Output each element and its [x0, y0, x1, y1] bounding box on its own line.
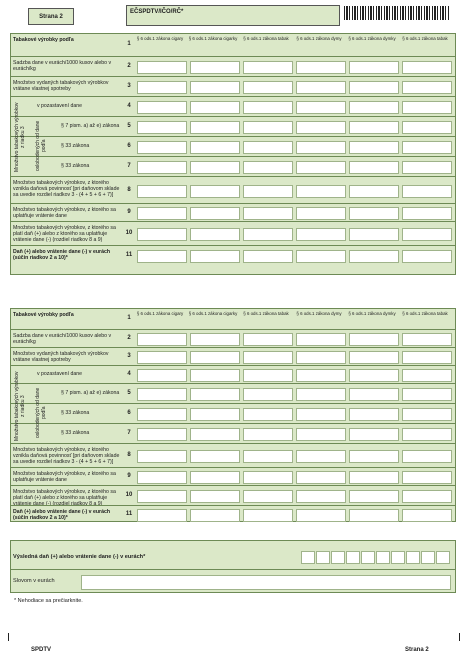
row-label: Množstvo vydaných tabakových výrobkov vrátane vlastnej spotreby — [13, 80, 109, 92]
digit-cell[interactable] — [346, 551, 360, 564]
value-cell[interactable] — [243, 228, 293, 241]
value-cell[interactable] — [402, 81, 452, 94]
value-cell[interactable] — [349, 490, 399, 503]
value-cell[interactable] — [243, 450, 293, 463]
s2-row-1 — [11, 309, 455, 329]
row-label: Sadzba dane v eurách/1000 kusov alebo v eurách/kg — [13, 333, 112, 345]
value-cell[interactable] — [243, 490, 293, 503]
value-cell[interactable] — [137, 388, 187, 401]
row-label: Tabakové výrobky podľa — [13, 37, 74, 43]
total-label: Výsledná daň (+) alebo vrátenie dane (-) v eurách* — [13, 554, 146, 560]
value-cell[interactable] — [137, 250, 187, 263]
value-cell[interactable] — [296, 207, 346, 220]
row-label: Množstvo tabakových výrobkov, z ktorého vznikla daňová povinnosť [pri daňovom sklade sa uvedie rozdiel riadkov 3 - (4 + 5 + 6 + 7)] — [13, 447, 120, 465]
value-cell[interactable] — [402, 141, 452, 154]
row-label: Daň (+) alebo vrátenie dane (-) v eurách (súčin riadkov 2 a 10)* — [13, 249, 111, 261]
value-cell[interactable] — [190, 408, 240, 421]
value-cell[interactable] — [349, 81, 399, 94]
value-cell[interactable] — [296, 61, 346, 74]
value-cell[interactable] — [296, 450, 346, 463]
row-label: Množstvo tabakových výrobkov, z ktorého vznikla daňová povinnosť [pri daňovom sklade sa uvedie rozdiel riadkov 3 - (4 + 5 + 6 + 7)] — [13, 180, 120, 198]
value-cell[interactable] — [349, 61, 399, 74]
digit-cell[interactable] — [301, 551, 315, 564]
value-cell[interactable] — [190, 333, 240, 346]
s2-row-11 — [11, 505, 455, 523]
row-label: § 7 pism. a) až e) zákona — [61, 390, 120, 396]
value-cell[interactable] — [243, 509, 293, 522]
vertical-group-label: Množstvo tabakových výrobkov z riadku 3 — [14, 102, 26, 172]
value-cell[interactable] — [349, 161, 399, 174]
value-cell[interactable] — [402, 408, 452, 421]
value-cell[interactable] — [137, 428, 187, 441]
row-label: v pozastavení dane — [37, 371, 82, 377]
value-cell[interactable] — [243, 408, 293, 421]
value-cell[interactable] — [402, 450, 452, 463]
s2-row-2 — [11, 329, 455, 348]
value-cell[interactable] — [137, 369, 187, 382]
s1-row-3 — [11, 76, 455, 97]
value-cell[interactable] — [349, 101, 399, 114]
value-cell[interactable] — [190, 81, 240, 94]
value-cell[interactable] — [402, 333, 452, 346]
s1-row-6 — [11, 136, 455, 157]
value-cell[interactable] — [349, 207, 399, 220]
value-cell[interactable] — [349, 250, 399, 263]
value-cell[interactable] — [296, 509, 346, 522]
row-number: 3 — [127, 353, 131, 359]
value-cell[interactable] — [349, 428, 399, 441]
value-cell[interactable] — [296, 428, 346, 441]
value-cell[interactable] — [349, 408, 399, 421]
value-cell[interactable] — [243, 61, 293, 74]
value-cell[interactable] — [349, 351, 399, 364]
row-number: 3 — [127, 83, 131, 89]
summary-section — [10, 540, 456, 593]
row-number: 11 — [125, 510, 133, 517]
s1-row-9 — [11, 203, 455, 222]
value-cell[interactable] — [190, 250, 240, 263]
value-cell[interactable] — [137, 141, 187, 154]
value-cell[interactable] — [190, 121, 240, 134]
value-cell[interactable] — [402, 369, 452, 382]
value-cell[interactable] — [137, 101, 187, 114]
value-cell[interactable] — [296, 408, 346, 421]
crop-mark — [8, 633, 17, 641]
digit-cell[interactable] — [421, 551, 435, 564]
digit-cell[interactable] — [391, 551, 405, 564]
value-cell[interactable] — [243, 101, 293, 114]
value-cell[interactable] — [190, 388, 240, 401]
column-header: § 6 ods.1 zákona dymy — [296, 311, 342, 316]
value-cell[interactable] — [137, 207, 187, 220]
row-number: 4 — [127, 371, 131, 377]
digit-cell[interactable] — [316, 551, 330, 564]
value-cell[interactable] — [243, 250, 293, 263]
value-cell[interactable] — [296, 369, 346, 382]
value-cell[interactable] — [243, 207, 293, 220]
page-label: Strana 2 — [28, 8, 74, 25]
value-cell[interactable] — [349, 141, 399, 154]
s2-row-9 — [11, 467, 455, 486]
column-header: § 6 ods.1 zákona tabak — [402, 311, 448, 316]
value-cell[interactable] — [243, 471, 293, 484]
value-cell[interactable] — [190, 101, 240, 114]
value-cell[interactable] — [296, 490, 346, 503]
section-1 — [10, 33, 456, 275]
value-cell[interactable] — [137, 351, 187, 364]
row-label: Daň (+) alebo vrátenie dane (-) v eurách (súčin riadkov 2 a 10)* — [13, 509, 111, 521]
value-cell[interactable] — [402, 471, 452, 484]
value-cell[interactable] — [402, 207, 452, 220]
s2-row-8 — [11, 443, 455, 468]
s1-row-2 — [11, 56, 455, 77]
value-cell[interactable] — [137, 408, 187, 421]
column-header: § 6 ods.1 zákona tabak — [243, 36, 289, 41]
value-cell[interactable] — [402, 490, 452, 503]
value-cell[interactable] — [402, 428, 452, 441]
column-header: § 6 ods.1 zákona tabak — [243, 311, 289, 316]
value-cell[interactable] — [402, 250, 452, 263]
row-number: 6 — [127, 143, 131, 149]
value-cell[interactable] — [137, 471, 187, 484]
s2-row-7 — [11, 423, 455, 444]
column-header: § 6 ods.1 zákona cigary — [136, 36, 184, 41]
row-label: Množstvo vydaných tabakových výrobkov vrátane vlastnej spotreby — [13, 351, 109, 363]
row-number: 5 — [127, 123, 131, 129]
value-cell[interactable] — [137, 61, 187, 74]
value-cell[interactable] — [190, 369, 240, 382]
column-header: § 6 ods.1 zákona dymy — [296, 36, 342, 41]
value-cell[interactable] — [243, 369, 293, 382]
value-cell[interactable] — [137, 450, 187, 463]
value-cell[interactable] — [402, 509, 452, 522]
value-cell[interactable] — [402, 121, 452, 134]
value-cell[interactable] — [137, 185, 187, 198]
value-cell[interactable] — [137, 81, 187, 94]
value-cell[interactable] — [349, 228, 399, 241]
value-cell[interactable] — [296, 141, 346, 154]
value-cell[interactable] — [243, 351, 293, 364]
row-label: Sadzba dane v eurách/1000 kusov alebo v eurách/kg — [13, 60, 112, 72]
value-cell[interactable] — [402, 161, 452, 174]
row-label: § 33 zákona — [61, 430, 90, 436]
value-cell[interactable] — [349, 388, 399, 401]
barcode — [344, 6, 449, 20]
row-label: § 33 zákona — [61, 410, 90, 416]
value-cell[interactable] — [402, 101, 452, 114]
row-number: 6 — [127, 410, 131, 416]
value-cell[interactable] — [137, 490, 187, 503]
id-label: EČSPDTV/IČO/RČ* — [130, 9, 184, 15]
value-cell[interactable] — [190, 509, 240, 522]
value-cell[interactable] — [296, 185, 346, 198]
value-cell[interactable] — [243, 81, 293, 94]
row-number: 8 — [127, 452, 131, 458]
value-cell[interactable] — [137, 121, 187, 134]
vertical-group-label: Množstvo tabakových výrobkov z riadku 3 — [14, 371, 26, 441]
value-cell[interactable] — [190, 61, 240, 74]
value-cell[interactable] — [349, 369, 399, 382]
value-cell[interactable] — [190, 185, 240, 198]
digit-cell[interactable] — [406, 551, 420, 564]
s1-row-11 — [11, 245, 455, 266]
value-cell[interactable] — [243, 428, 293, 441]
s1-row-1 — [11, 34, 455, 56]
section-2 — [10, 308, 456, 522]
value-cell[interactable] — [190, 207, 240, 220]
s2-row-4 — [11, 365, 455, 384]
value-cell[interactable] — [402, 388, 452, 401]
s2-row-6 — [11, 403, 455, 424]
s1-row-4 — [11, 96, 455, 117]
row-number: 10 — [125, 492, 133, 498]
row-label: § 7 pism. a) až e) zákona — [61, 123, 120, 129]
row-number: 7 — [127, 163, 131, 169]
value-cell[interactable] — [190, 471, 240, 484]
value-cell[interactable] — [349, 185, 399, 198]
row-label: § 33 zákona — [61, 163, 90, 169]
row-label: Množstvo tabakových výrobkov, z ktorého sa uplatňuje vrátenie dane — [13, 471, 116, 483]
row-label: Tabakové výrobky podľa — [13, 312, 74, 318]
s1-row-8 — [11, 176, 455, 204]
value-cell[interactable] — [137, 161, 187, 174]
vertical-subgroup-label: oslobodených od dane podľa — [35, 387, 47, 439]
row-label: Množstvo tabakových výrobkov, z ktorého sa uplatňuje vrátenie dane — [13, 207, 116, 219]
crop-mark — [451, 633, 460, 641]
value-cell[interactable] — [402, 351, 452, 364]
value-cell[interactable] — [296, 121, 346, 134]
row-number: 4 — [127, 103, 131, 109]
s1-row-5 — [11, 116, 455, 137]
value-cell[interactable] — [349, 450, 399, 463]
form-code: SPDTV — [31, 647, 52, 653]
row-number: 10 — [125, 230, 133, 236]
s2-row-10 — [11, 485, 455, 506]
value-cell[interactable] — [190, 450, 240, 463]
value-cell[interactable] — [190, 141, 240, 154]
value-cell[interactable] — [190, 351, 240, 364]
value-cell[interactable] — [243, 161, 293, 174]
value-cell[interactable] — [296, 471, 346, 484]
value-cell[interactable] — [402, 228, 452, 241]
row-number: 8 — [127, 186, 131, 193]
footer-page-label: Strana 2 — [405, 647, 429, 653]
row-number: 5 — [127, 390, 131, 396]
row-number: 2 — [127, 335, 131, 341]
digit-cell[interactable] — [376, 551, 390, 564]
value-cell[interactable] — [137, 509, 187, 522]
row-label: Množstvo tabakových výrobkov, z ktorého sa platí daň (+) alebo z ktorého sa uplatňuje vrátenie dane (-) (rozdiel riadkov 8 a 9) — [13, 489, 116, 507]
s2-row-3 — [11, 347, 455, 366]
row-label: Množstvo tabakových výrobkov, z ktorého sa platí daň (+) alebo z ktorého sa uplatňuje vrátenie dane (-) (rozdiel riadkov 8 a 9) — [13, 225, 116, 243]
value-cell[interactable] — [296, 81, 346, 94]
value-cell[interactable] — [296, 161, 346, 174]
row-number: 9 — [127, 473, 131, 479]
value-cell[interactable] — [296, 101, 346, 114]
value-cell[interactable] — [190, 228, 240, 241]
value-cell[interactable] — [137, 228, 187, 241]
column-header: § 6 ods.1 zákona cigarky — [188, 311, 238, 316]
column-header: § 6 ods.1 zákona tabak — [402, 36, 448, 41]
value-cell[interactable] — [243, 185, 293, 198]
row-number: 1 — [127, 315, 131, 321]
row-label: v pozastavení dane — [37, 103, 82, 109]
value-cell[interactable] — [190, 161, 240, 174]
value-cell[interactable] — [296, 228, 346, 241]
row-number: 11 — [125, 252, 133, 258]
digit-cell[interactable] — [361, 551, 375, 564]
row-number: 9 — [127, 209, 131, 215]
row-number: 1 — [127, 41, 131, 47]
digit-cell[interactable] — [436, 551, 450, 564]
value-cell[interactable] — [190, 428, 240, 441]
value-cell[interactable] — [349, 509, 399, 522]
value-cell[interactable] — [243, 333, 293, 346]
digit-cell[interactable] — [331, 551, 345, 564]
value-cell[interactable] — [402, 61, 452, 74]
footnote: * Nehodiace sa prečiarknite. — [14, 598, 83, 604]
vertical-subgroup-label: oslobodených od dane podľa — [35, 120, 47, 172]
words-label: Slovom v eurách — [13, 578, 55, 584]
value-cell[interactable] — [349, 121, 399, 134]
total-field[interactable] — [301, 551, 451, 564]
value-cell[interactable] — [296, 388, 346, 401]
row-label: § 33 zákona — [61, 143, 90, 149]
value-cell[interactable] — [243, 121, 293, 134]
value-cell[interactable] — [137, 333, 187, 346]
column-header: § 6 ods.1 zákona cigary — [136, 311, 184, 316]
words-field[interactable] — [81, 575, 451, 590]
value-cell[interactable] — [296, 250, 346, 263]
row-number: 2 — [127, 63, 131, 69]
column-header: § 6 ods.1 zákona cigarky — [188, 36, 238, 41]
row-number: 7 — [127, 430, 131, 436]
column-header: § 6 ods.1 zákona dymky — [348, 311, 396, 316]
s1-row-7 — [11, 156, 455, 177]
value-cell[interactable] — [243, 388, 293, 401]
value-cell[interactable] — [296, 351, 346, 364]
column-header: § 6 ods.1 zákona dymky — [348, 36, 396, 41]
value-cell[interactable] — [296, 333, 346, 346]
value-cell[interactable] — [190, 490, 240, 503]
s1-row-10 — [11, 221, 455, 246]
s2-row-5 — [11, 383, 455, 404]
value-cell[interactable] — [349, 333, 399, 346]
value-cell[interactable] — [402, 185, 452, 198]
value-cell[interactable] — [349, 471, 399, 484]
value-cell[interactable] — [243, 141, 293, 154]
